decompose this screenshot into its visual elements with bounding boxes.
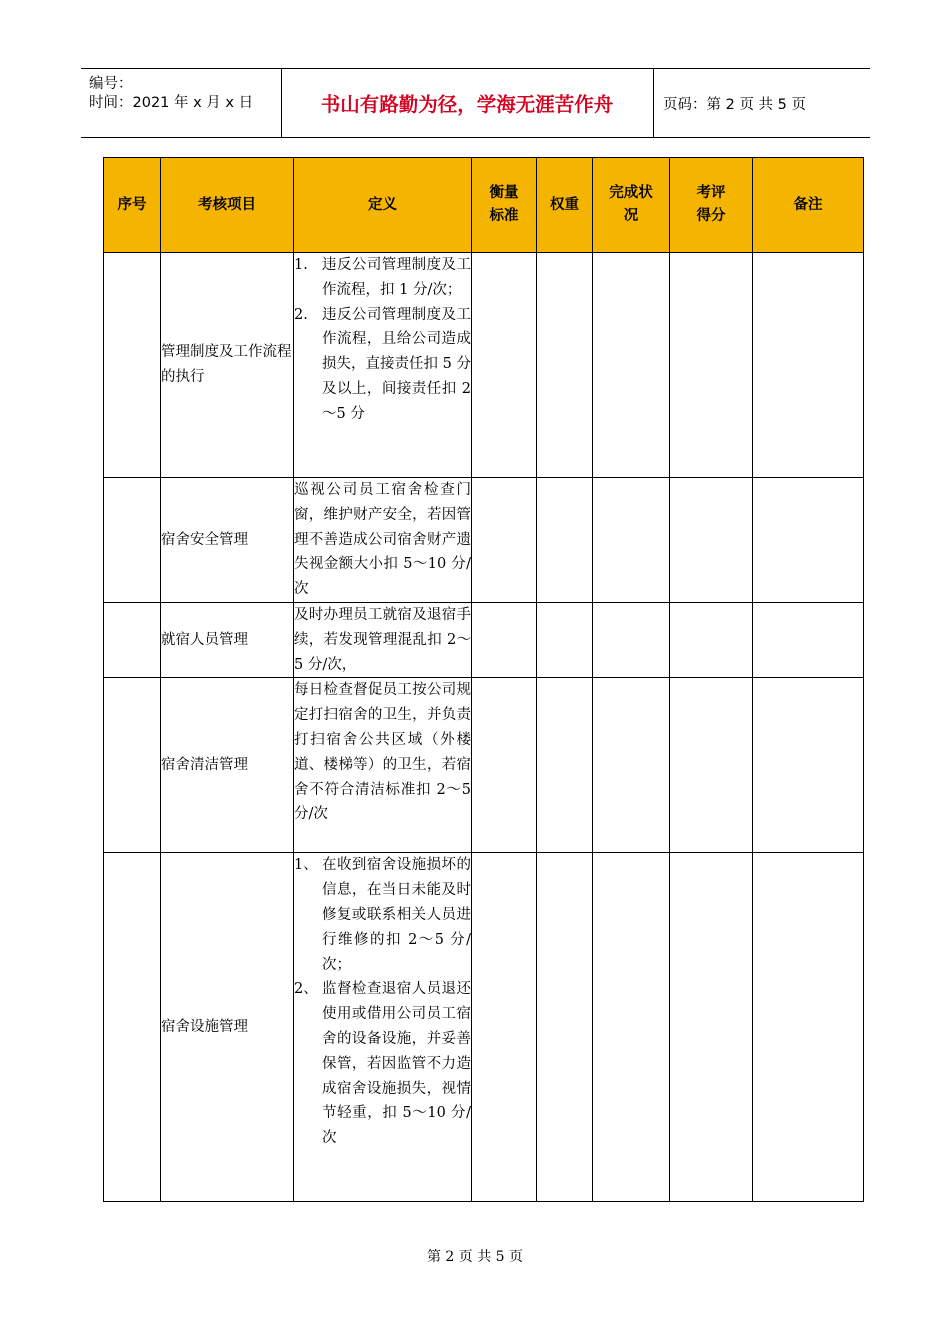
col-header-weight: 权重 <box>537 158 593 253</box>
cell-completion <box>593 478 670 603</box>
cell-item: 就宿人员管理 <box>161 603 294 678</box>
definition-point <box>294 977 471 1151</box>
cell-weight <box>537 478 593 603</box>
definition-point <box>294 253 471 303</box>
table-row <box>104 678 864 853</box>
table-row <box>104 478 864 603</box>
cell-completion <box>593 853 670 1202</box>
cell-definition <box>294 253 472 478</box>
cell-definition: 巡视公司员工宿舍检查门窗，维护财产安全，若因管理不善造成公司宿舍财产遗失视金额大小扣 5～10 分/次 <box>294 478 472 603</box>
cell-index <box>104 603 161 678</box>
point-number: 1、 <box>294 857 318 874</box>
cell-completion <box>593 678 670 853</box>
point-number: 2、 <box>294 981 318 998</box>
point-text: 监督检查退宿人员退还使用或借用公司员工宿舍的设备设施，并妥善保管，若因监管不力造成宿舍设施损失，视情节轻重，扣 5～10 分/次 <box>322 981 471 1147</box>
assessment-table <box>103 157 864 1202</box>
cell-standard <box>472 253 537 478</box>
cell-remarks <box>753 678 864 853</box>
table-row <box>104 253 864 478</box>
col-header-standard: 衡量 标准 <box>472 158 537 253</box>
table-header-row <box>104 158 864 253</box>
col-header-item: 考核项目 <box>161 158 294 253</box>
cell-standard <box>472 603 537 678</box>
definition-point <box>294 853 471 977</box>
number-label: 编号： <box>89 76 133 92</box>
header-meta <box>81 69 281 137</box>
cell-remarks <box>753 478 864 603</box>
page-footer: 第 2 页 共 5 页 <box>426 1249 524 1265</box>
time-label: 时间：2021 年 x 月 x 日 <box>89 95 254 111</box>
cell-score <box>670 853 753 1202</box>
cell-definition <box>294 853 472 1202</box>
cell-score <box>670 253 753 478</box>
point-text: 在收到宿舍设施损坏的信息，在当日未能及时修复或联系相关人员进行维修的扣 2～5 分/次； <box>322 857 471 973</box>
cell-remarks <box>753 253 864 478</box>
table-row <box>104 853 864 1202</box>
col-header-index: 序号 <box>104 158 161 253</box>
header-divider <box>653 69 654 137</box>
col-header-score: 考评 得分 <box>670 158 753 253</box>
cell-standard <box>472 678 537 853</box>
cell-weight <box>537 853 593 1202</box>
table-row <box>104 603 864 678</box>
page-header <box>81 68 870 138</box>
cell-completion <box>593 603 670 678</box>
cell-index <box>104 253 161 478</box>
definition-point <box>294 303 471 427</box>
point-text: 违反公司管理制度及工作流程，扣 1 分/次； <box>322 257 471 298</box>
cell-index <box>104 853 161 1202</box>
cell-score <box>670 603 753 678</box>
point-number: 1. <box>294 257 308 273</box>
cell-item: 宿舍设施管理 <box>161 853 294 1202</box>
cell-definition: 及时办理员工就宿及退宿手续，若发现管理混乱扣 2～5 分/次， <box>294 603 472 678</box>
cell-standard <box>472 853 537 1202</box>
header-slogan: 书山有路勤为径，学海无涯苦作舟 <box>320 93 614 116</box>
cell-item: 管理制度及工作流程的执行 <box>161 253 294 478</box>
cell-weight <box>537 678 593 853</box>
cell-index <box>104 478 161 603</box>
cell-index <box>104 678 161 853</box>
header-page-label: 页码：第 2 页 共 5 页 <box>663 96 806 113</box>
cell-remarks <box>753 603 864 678</box>
col-header-completion: 完成状 况 <box>593 158 670 253</box>
cell-score <box>670 678 753 853</box>
cell-score <box>670 478 753 603</box>
cell-item: 宿舍清洁管理 <box>161 678 294 853</box>
point-number: 2. <box>294 306 308 323</box>
cell-completion <box>593 253 670 478</box>
cell-item: 宿舍安全管理 <box>161 478 294 603</box>
cell-standard <box>472 478 537 603</box>
cell-weight <box>537 603 593 678</box>
cell-weight <box>537 253 593 478</box>
cell-definition: 每日检查督促员工按公司规定打扫宿舍的卫生，并负责打扫宿舍公共区域（外楼道、楼梯等）的卫生，若宿舍不符合清洁标准扣 2～5 分/次 <box>294 678 472 853</box>
col-header-remarks: 备注 <box>753 158 864 253</box>
point-text: 违反公司管理制度及工作流程，且给公司造成损失，直接责任扣 5 分及以上，间接责任扣 2～5 分 <box>322 306 471 422</box>
cell-remarks <box>753 853 864 1202</box>
col-header-definition: 定义 <box>294 158 472 253</box>
